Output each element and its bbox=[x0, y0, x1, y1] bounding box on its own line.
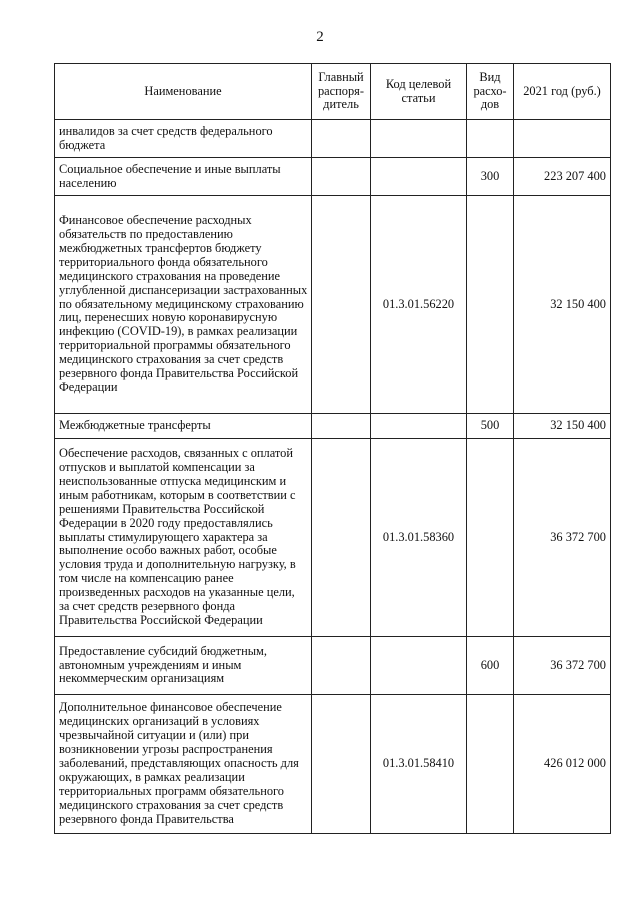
header-name: Наименование bbox=[55, 64, 312, 120]
row-distributor bbox=[312, 158, 371, 196]
row-amount: 426 012 000 bbox=[514, 695, 611, 834]
row-code: 01.3.01.58360 bbox=[371, 439, 467, 637]
header-year-amount: 2021 год (руб.) bbox=[514, 64, 611, 120]
row-amount: 32 150 400 bbox=[514, 196, 611, 414]
row-code: 01.3.01.58410 bbox=[371, 695, 467, 834]
table-row bbox=[55, 637, 611, 695]
row-distributor bbox=[312, 120, 371, 158]
table-row bbox=[55, 439, 611, 637]
table-row bbox=[55, 158, 611, 196]
header-expense-type: Вид расхо-дов bbox=[467, 64, 514, 120]
table-row bbox=[55, 695, 611, 834]
row-name: Дополнительное финансовое обеспечение медицинских организаций в условиях чрезвычайной ситуации и (или) при возникновении угрозы распространения заболеваний, представляющих опасность для окружающих, в рамках реализации территориальных программ обязательного медицинского страхования за счет средств резервного фонда Правительства bbox=[55, 695, 312, 834]
row-name: Предоставление субсидий бюджетным, автономным учреждениям и иным некоммерческим организациям bbox=[55, 637, 312, 695]
row-kind: 500 bbox=[467, 414, 514, 439]
header-distributor: Главный распоря-дитель bbox=[312, 64, 371, 120]
budget-table bbox=[54, 63, 611, 834]
row-distributor bbox=[312, 695, 371, 834]
row-distributor bbox=[312, 439, 371, 637]
row-kind bbox=[467, 196, 514, 414]
row-kind bbox=[467, 120, 514, 158]
row-name: Межбюджетные трансферты bbox=[55, 414, 312, 439]
row-amount: 36 372 700 bbox=[514, 637, 611, 695]
row-name: Финансовое обеспечение расходных обязательств по предоставлению межбюджетных трансфертов бюджету территориального фонда обязательного медицинского страхования на проведение углубленной диспансеризации застрахованных по обязательному медицинскому страхованию лиц, перенесших новую коронавирусную инфекцию (COVID-19), в рамках реализации территориальной программы обязательного медицинского страхования за счет средств резервного фонда Правительства Российской Федерации bbox=[55, 196, 312, 414]
row-code: 01.3.01.56220 bbox=[371, 196, 467, 414]
row-amount: 223 207 400 bbox=[514, 158, 611, 196]
header-target-code: Код целевой статьи bbox=[371, 64, 467, 120]
table-header-row bbox=[55, 64, 611, 120]
row-code bbox=[371, 120, 467, 158]
row-code bbox=[371, 158, 467, 196]
row-kind: 300 bbox=[467, 158, 514, 196]
row-distributor bbox=[312, 637, 371, 695]
table-row bbox=[55, 414, 611, 439]
row-name: Обеспечение расходов, связанных с оплатой отпусков и выплатой компенсации за неиспользованные отпуска медицинским и иным работникам, которым в соответствии с решениями Правительства Российской Федерации в 2020 году предоставлялись выплаты стимулирующего характера за выполнение особо важных работ, особые условия труда и дополнительную нагрузку, в том числе на компенсацию ранее произведенных расходов на указанные цели, за счет средств резервного фонда Правительства Российской Федерации bbox=[55, 439, 312, 637]
table-row bbox=[55, 196, 611, 414]
row-name: инвалидов за счет средств федерального бюджета bbox=[55, 120, 312, 158]
row-amount: 36 372 700 bbox=[514, 439, 611, 637]
row-amount bbox=[514, 120, 611, 158]
row-name: Социальное обеспечение и иные выплаты населению bbox=[55, 158, 312, 196]
row-amount: 32 150 400 bbox=[514, 414, 611, 439]
row-distributor bbox=[312, 414, 371, 439]
table-row bbox=[55, 120, 611, 158]
row-code bbox=[371, 637, 467, 695]
row-kind: 600 bbox=[467, 637, 514, 695]
row-kind bbox=[467, 439, 514, 637]
row-code bbox=[371, 414, 467, 439]
row-distributor bbox=[312, 196, 371, 414]
page-number: 2 bbox=[316, 29, 324, 45]
row-kind bbox=[467, 695, 514, 834]
